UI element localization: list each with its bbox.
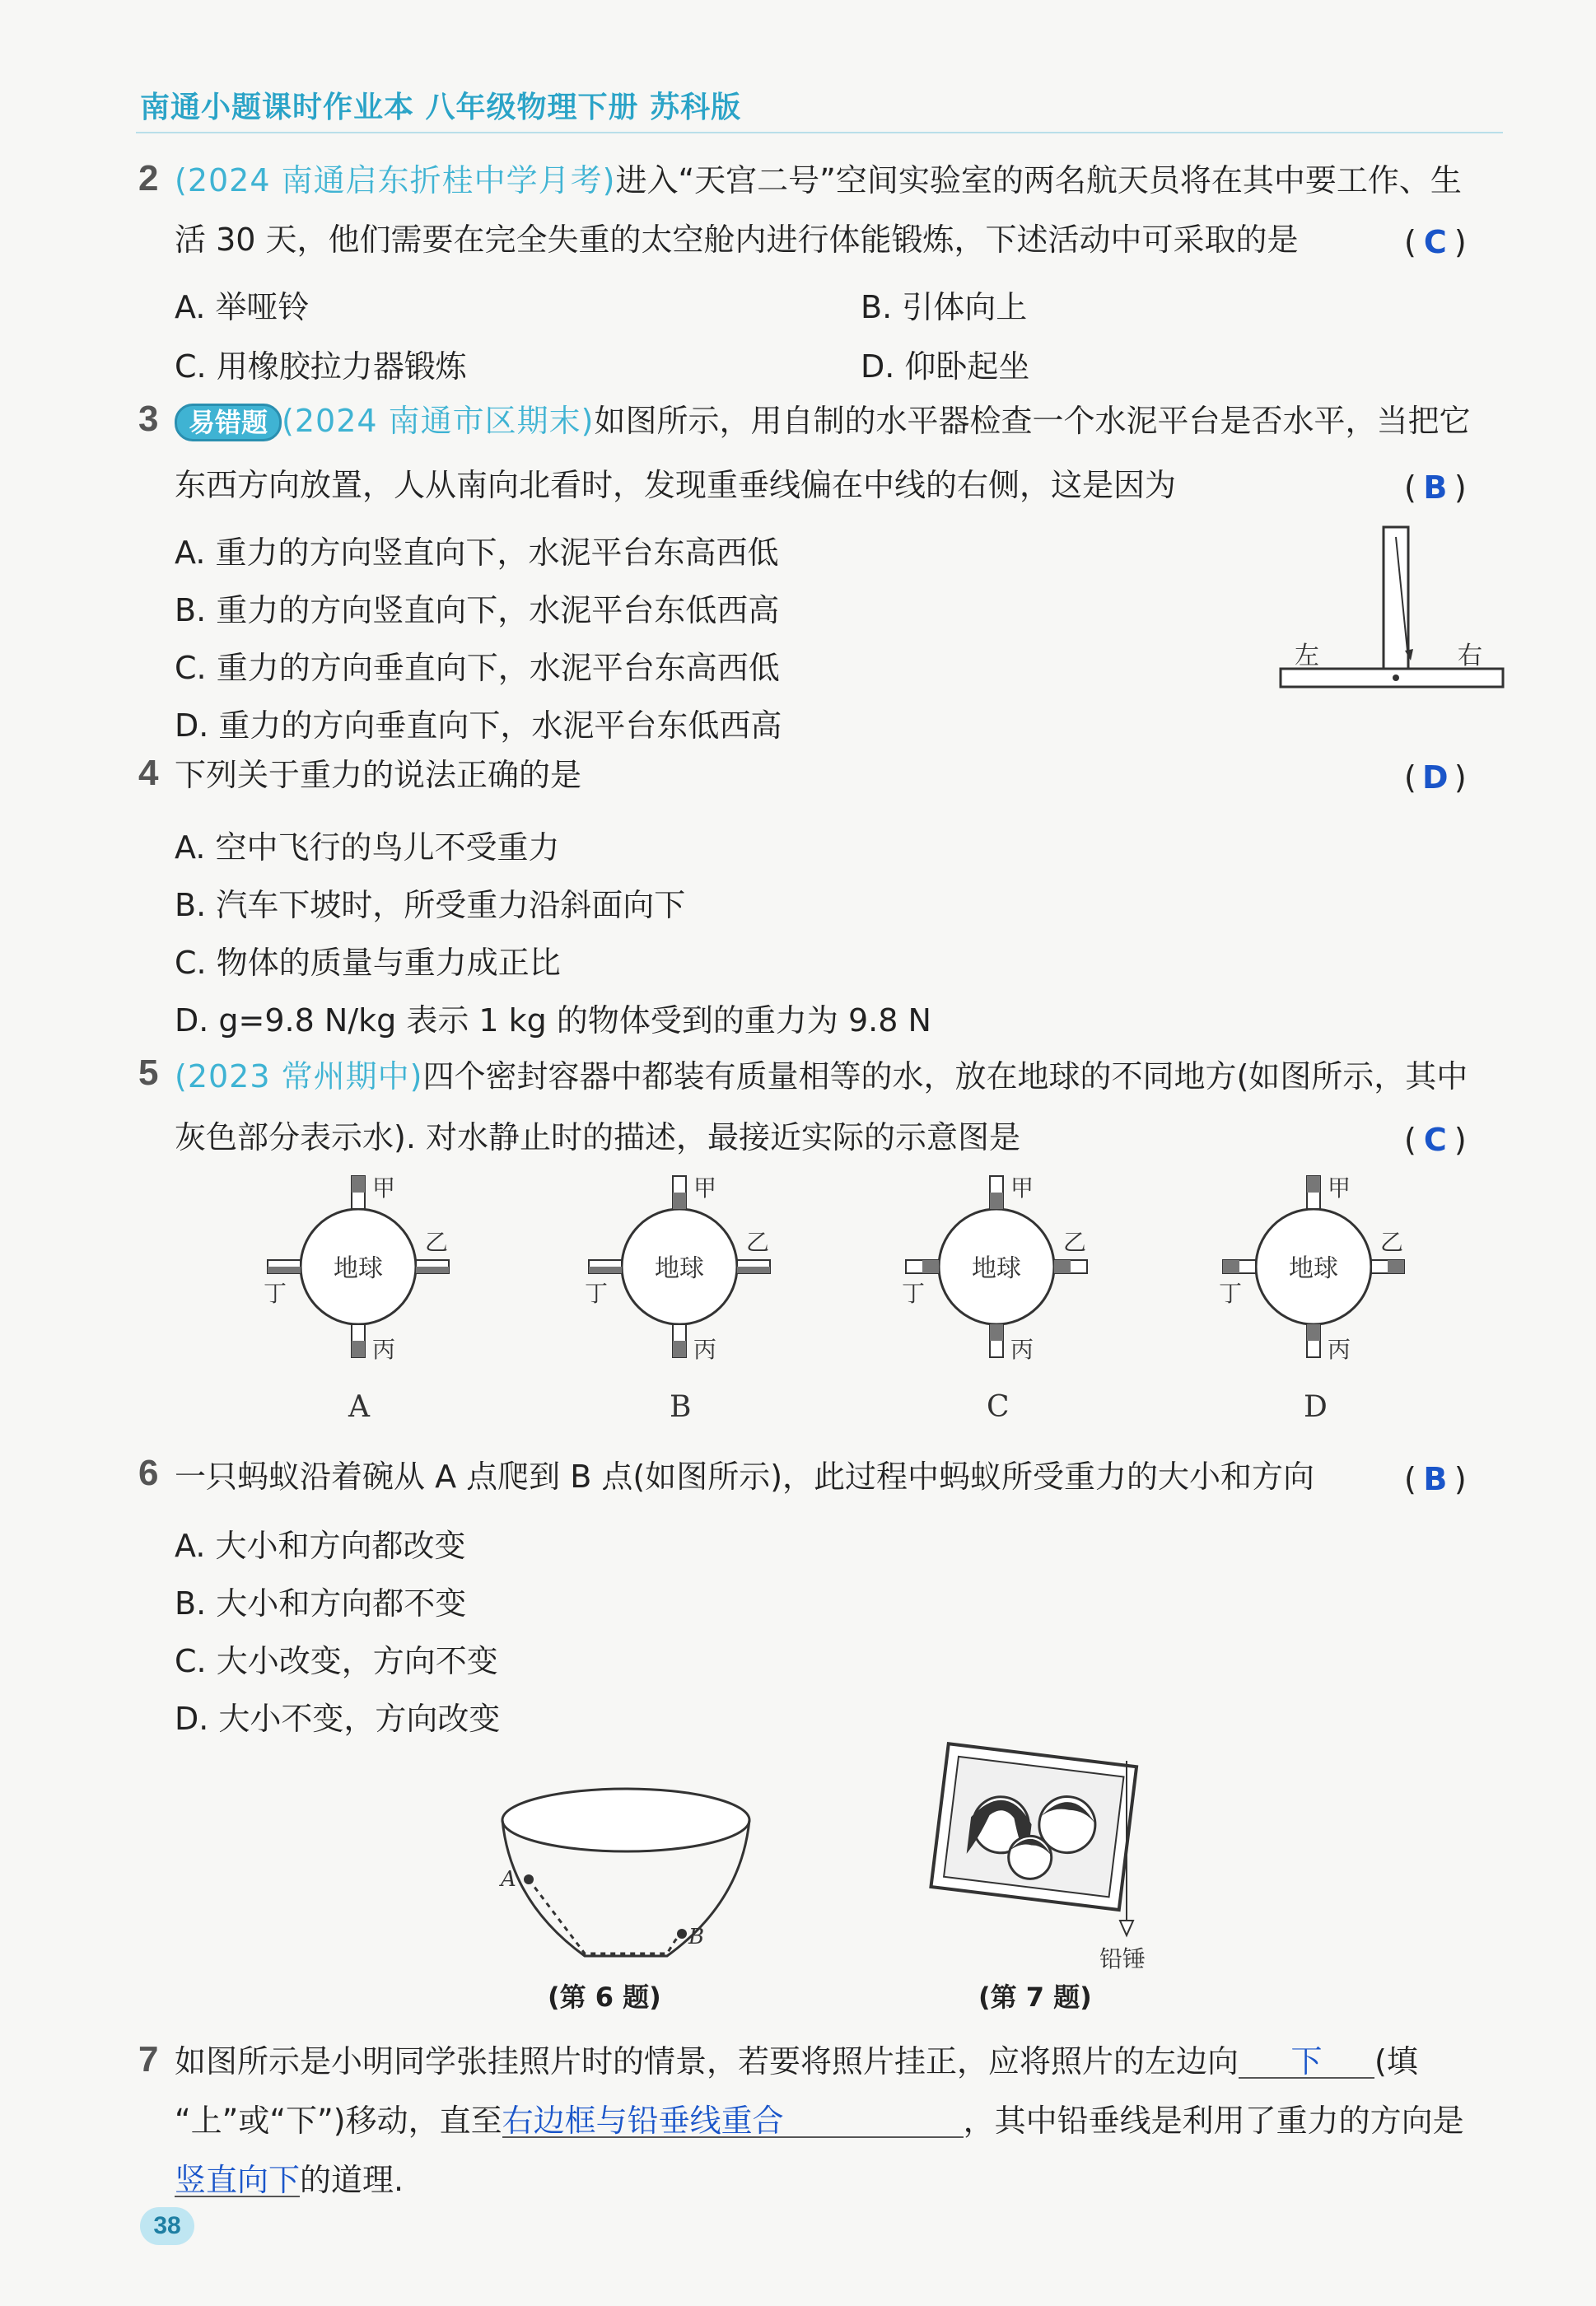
question-2-option-b: B. 引体向上 [861,289,1028,325]
label-yi: 乙 [746,1229,770,1256]
question-6-answer: ( B ) [1404,1461,1467,1497]
plumb-weight [1120,1921,1133,1935]
question-5-text-2: 灰色部分表示水). 对水静止时的描述，最接近实际的示意图是 [175,1119,1020,1155]
choice-label-c: C [987,1390,1010,1424]
question-4-number: 4 [138,753,159,793]
question-2-number: 2 [138,158,159,198]
question-3-source: (2024 南通市区期末) [282,403,595,439]
question-5-answer: ( C ) [1404,1122,1467,1158]
choice-label-b: B [670,1390,692,1424]
question-2-answer-value: C [1423,224,1447,260]
label-bing: 丙 [1010,1336,1034,1363]
earth-diagrams [247,1169,1433,1433]
question-3-answer-value: B [1423,469,1448,506]
question-2-text-2: 活 30 天，他们需要在完全失重的太空舱内进行体能锻炼，下述活动中可采取的是 [175,222,1299,258]
label-bing: 丙 [693,1336,717,1363]
question-3-option-b: B. 重力的方向竖直向下，水泥平台东低西高 [175,592,780,628]
water-right [737,1267,770,1273]
question-7-line-3 [175,2164,404,2197]
page-number: 38 [140,2207,194,2245]
water-top [352,1176,365,1193]
question-4-option-d: D. g=9.8 N/kg 表示 1 kg 的物体受到的重力为 9.8 N [175,1002,931,1039]
water-left [589,1267,622,1273]
question-3-text-1: 如图所示，用自制的水平器检查一个水泥平台是否水平，当把它 [594,403,1471,439]
label-yi: 乙 [1380,1229,1404,1256]
question-5-line-1 [175,1058,1468,1095]
water-right [1388,1260,1404,1273]
question-6-option-c: C. 大小改变，方向不变 [175,1643,498,1679]
question-7-line-1 [175,2043,1418,2080]
label-yi: 乙 [1063,1229,1087,1256]
earth-label: 地球 [972,1254,1021,1283]
question-3-answer: ( B ) [1404,469,1467,506]
question-2-line-1 [175,162,1462,198]
earth-label: 地球 [655,1254,704,1283]
right-label: 右 [1458,642,1482,670]
label-bing: 丙 [372,1336,396,1363]
question-2-text-1: 进入“天宫二号”空间实验室的两名航天员将在其中要工作、生 [615,162,1462,198]
question-6-option-d: D. 大小不变，方向改变 [175,1701,501,1737]
question-6-option-b: B. 大小和方向都不变 [175,1585,467,1622]
question-5-number: 5 [138,1053,159,1093]
question-7-number: 7 [138,2039,159,2080]
water-bottom [673,1341,686,1357]
earth-diagram-b [585,1174,770,1424]
label-bing: 丙 [1328,1336,1351,1363]
question-7-text-1-post: (填 [1374,2043,1418,2080]
point-b-dot [677,1929,687,1939]
question-3-text-2: 东西方向放置，人从南向北看时，发现重垂线偏在中线的右侧，这是因为 [175,467,1177,503]
question-3-option-a: A. 重力的方向竖直向下，水泥平台东高西低 [175,534,779,571]
water-right [1054,1260,1071,1273]
label-jia: 甲 [1328,1174,1351,1202]
label-jia: 甲 [1010,1174,1034,1202]
label-ding: 丁 [902,1280,926,1307]
question-7-text-3: 的道理. [300,2162,404,2198]
question-3-option-c: C. 重力的方向垂直向下，水泥平台东高西低 [175,650,780,686]
question-3-number: 3 [138,399,159,439]
earth-diagram-d [1219,1174,1404,1424]
label-jia: 甲 [372,1174,396,1202]
question-4-option-c: C. 物体的质量与重力成正比 [175,945,561,981]
choice-label-a: A [348,1390,370,1424]
error-prone-tag: 易错题 [175,404,282,441]
question-4-answer-value: D [1422,759,1449,796]
center-mark [1393,675,1399,681]
water-bottom [1307,1324,1320,1341]
figure-6-caption: (第 6 题) [548,1982,661,2013]
question-4-text-1: 下列关于重力的说法正确的是 [175,757,582,793]
question-2-option-d: D. 仰卧起坐 [861,348,1030,385]
water-left [922,1260,939,1273]
ant-path [529,1879,682,1954]
level-upright [1384,527,1408,669]
question-5-answer-value: C [1423,1122,1447,1158]
question-2-source: (2024 南通启东折桂中学月考) [175,162,616,198]
earth-label: 地球 [1289,1254,1338,1283]
bowl-rim [502,1789,749,1851]
question-6-text-1: 一只蚂蚁沿着碗从 A 点爬到 B 点(如图所示)，此过程中蚂蚁所受重力的大小和方向 [175,1459,1315,1495]
question-7-blank-2: 右边框与铅垂线重合 [502,2105,964,2138]
question-6-number: 6 [138,1453,159,1493]
water-left [268,1267,301,1273]
label-ding: 丁 [264,1280,287,1307]
question-5-text-1: 四个密封容器中都装有质量相等的水，放在地球的不同地方(如图所示，其中 [422,1058,1468,1095]
label-yi: 乙 [425,1229,449,1256]
label-ding: 丁 [1219,1280,1243,1307]
question-4-option-a: A. 空中飞行的鸟儿不受重力 [175,829,560,866]
question-6-answer-value: B [1423,1461,1448,1497]
question-7-blank-3: 竖直向下 [175,2162,301,2198]
question-7-text-2-post: ，其中铅垂线是利用了重力的方向是 [963,2103,1464,2139]
question-7-line-2 [175,2105,1464,2138]
point-a-label: A [501,1867,516,1892]
earth-diagram-a [264,1174,449,1424]
water-right [416,1267,449,1273]
photo-frame [931,1744,1136,1910]
question-5-source: (2023 常州期中) [175,1058,423,1095]
plumb-label: 铅锤 [1099,1945,1146,1972]
question-3-line-1 [175,404,1470,441]
earth-diagram-c [902,1174,1087,1424]
page-header-title: 南通小题课时作业本 八年级物理下册 苏科版 [140,91,742,124]
left-label: 左 [1295,642,1319,670]
bowl-figure [494,1779,758,1968]
question-2-answer: ( C ) [1404,224,1467,260]
label-ding: 丁 [585,1280,609,1307]
earth-label: 地球 [334,1254,383,1283]
water-top [673,1193,686,1209]
water-left [1223,1260,1239,1273]
question-7-blank-1: 下 [1239,2046,1374,2079]
water-bottom [352,1341,365,1357]
question-6-option-a: A. 大小和方向都改变 [175,1528,466,1564]
level-device-figure [1276,519,1507,700]
question-2-option-c: C. 用橡胶拉力器锻炼 [175,348,467,385]
water-top [1307,1176,1320,1193]
question-7-text-1: 如图所示是小明同学张挂照片时的情景，若要将照片挂正，应将照片的左边向 [175,2043,1239,2080]
question-4-answer: ( D ) [1404,759,1467,796]
platform-base [1281,669,1503,687]
water-bottom [990,1324,1003,1341]
question-2-option-a: A. 举哑铃 [175,289,310,325]
point-b-label: B [688,1925,705,1949]
point-a-dot [524,1874,534,1884]
question-3-option-d: D. 重力的方向垂直向下，水泥平台东低西高 [175,707,782,744]
header-divider [136,132,1503,133]
question-4-option-b: B. 汽车下坡时，所受重力沿斜面向下 [175,887,686,923]
label-jia: 甲 [693,1174,717,1202]
figure-7-caption: (第 7 题) [978,1982,1092,2013]
hanging-photo-figure [922,1738,1153,1977]
choice-label-d: D [1304,1390,1328,1424]
question-7-text-2: “上”或“下”)移动，直至 [175,2103,502,2139]
water-top [990,1193,1003,1209]
